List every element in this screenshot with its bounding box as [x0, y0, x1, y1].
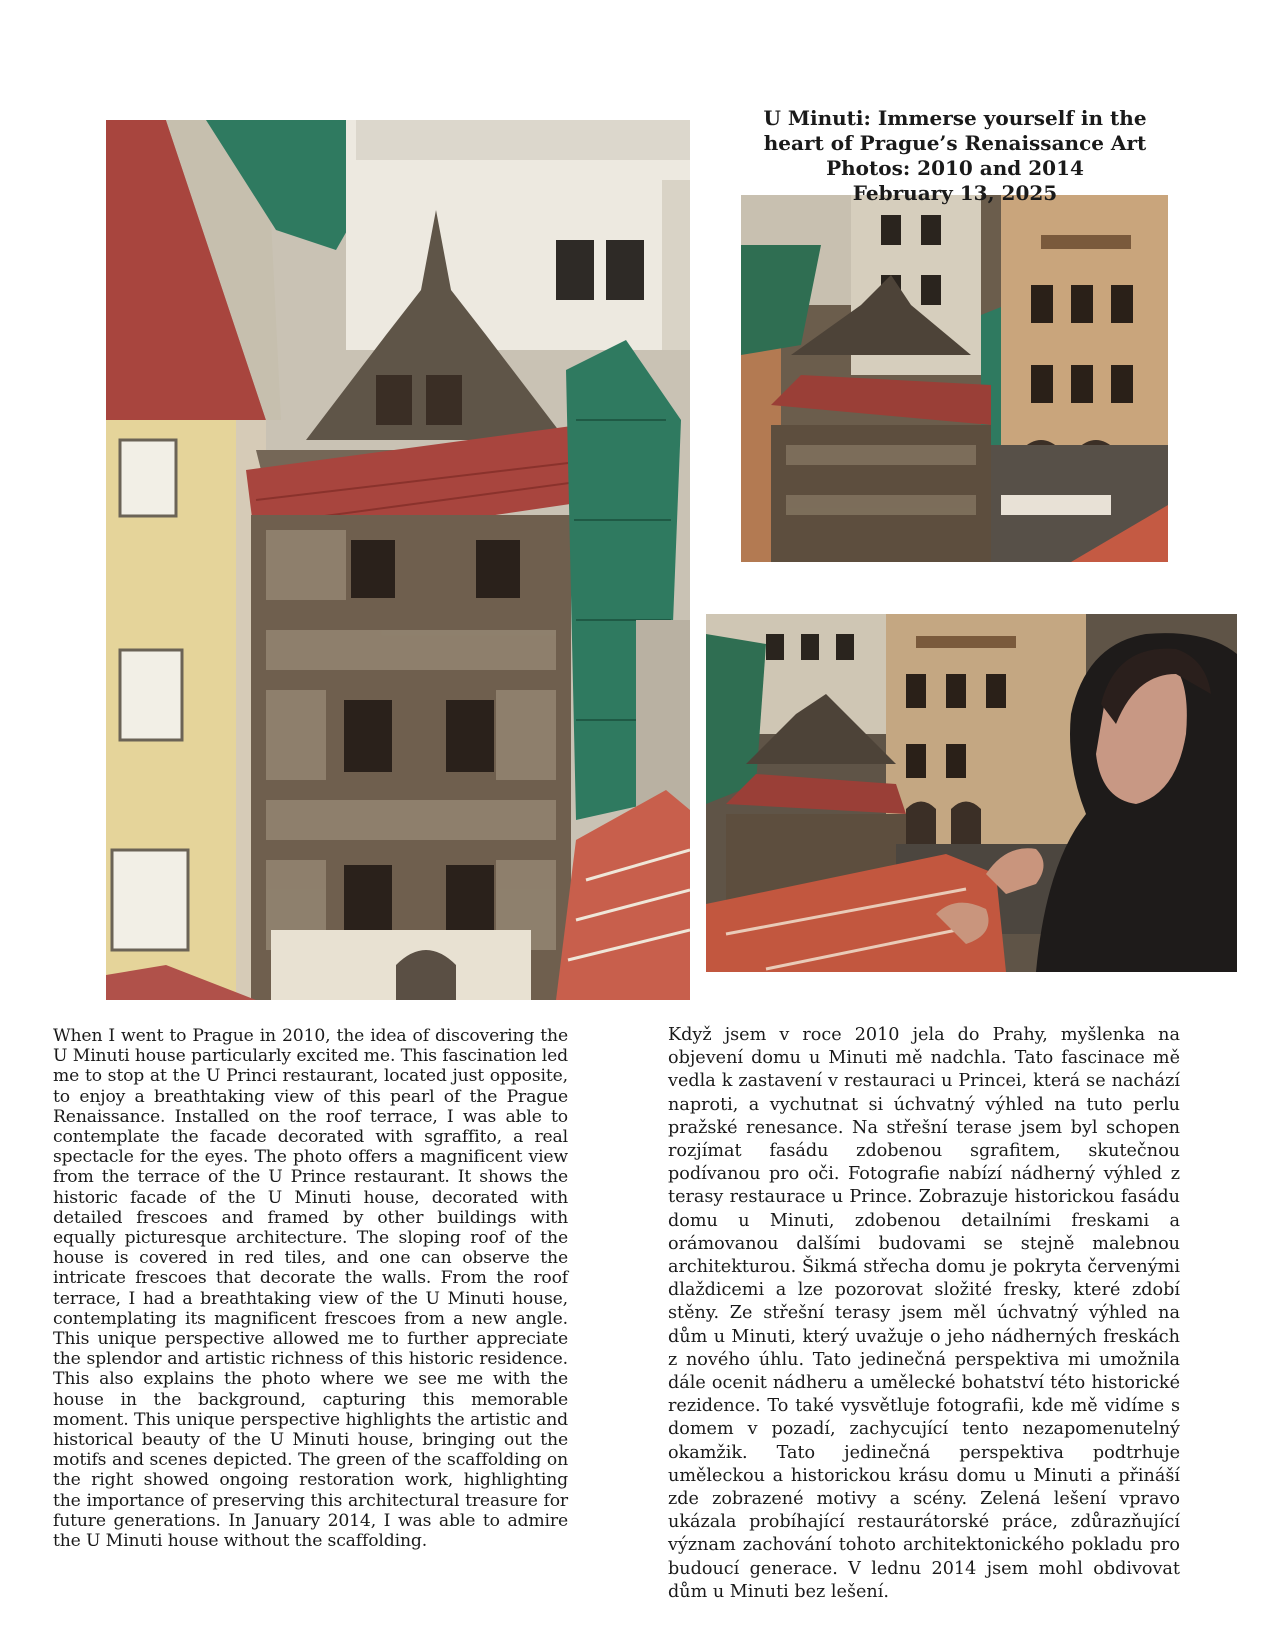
title-line-1: U Minuti: Immerse yourself in the: [763, 106, 1147, 130]
czech-paragraph: Když jsem v roce 2010 jela do Prahy, myšlenka na objevení domu u Minuti mě nadchla. Tato fascinace mě vedla k zastavení v restauraci u Princei, která se nachází naproti, a vychutnat si úchvatný výhled na tuto perlu pražské renesance. Na střešní terase jsem byl schopen rozjímat fasádu zdobenou sgrafitem, skutečnou podívanou pro oči. Fotografie nabízí nádherný výhled z terasy restaurace u Prince. Zobrazuje historickou fasádu domu u Minuti, zdobenou detailními freskami a orámovanou dalšími budovami se stejně malebnou architekturou. Šikmá střecha domu je pokryta červenými dlaždicemi a lze pozorovat složité fresky, které zdobí stěny. Ze střešní terasy jsem měl úchvatný výhled na dům u Minuti, který uvažuje o jeho nádherných freskách z nového úhlu. Tato jedinečná perspektiva mi umožnila dále ocenit nádheru a umělecké bohatství této historické rezidence. To také vysvětluje fotografii, kde mě vidíme s domem v pozadí, zachycující tento nezapomenutelný okamžik. Tato jedinečná perspektiva podtrhuje uměleckou a historickou krásu domu u Minuti a přináší zde zobrazené motivy a scény. Zelená lešení vpravo ukázala probíhající restaurátorské práce, zdůrazňující význam zachování tohoto architektonického pokladu pro budoucí generace. V lednu 2014 jsem mohl obdivovat dům u Minuti bez lešení.: [668, 1025, 1180, 1602]
date-line: February 13, 2025: [852, 181, 1058, 205]
czech-text-column: [668, 1024, 1180, 1604]
title-line-2: heart of Prague’s Renaissance Art: [763, 131, 1147, 155]
bottom-right-photo: [706, 614, 1237, 972]
top-right-photo: [741, 195, 1168, 562]
main-photo: [106, 120, 690, 1000]
photos-line: Photos: 2010 and 2014: [826, 156, 1084, 180]
english-text-column: [53, 1026, 568, 1551]
title-block: [720, 106, 1190, 206]
english-paragraph: When I went to Prague in 2010, the idea of discovering the U Minuti house particularly excited me. This fascination led me to stop at the U Princi restaurant, located just opposite, to enjoy a breathtaking view of this pearl of the Prague Renaissance. Installed on the roof terrace, I was able to contemplate the facade decorated with sgraffito, a real spectacle for the eyes. The photo offers a magnificent view from the terrace of the U Prince restaurant. It shows the historic facade of the U Minuti house, decorated with detailed frescoes and framed by other buildings with equally picturesque architecture. The sloping roof of the house is covered in red tiles, and one can observe the intricate frescoes that decorate the walls. From the roof terrace, I had a breathtaking view of the U Minuti house, contemplating its magnificent frescoes from a new angle. This unique perspective allowed me to further appreciate the splendor and artistic richness of this historic residence. This also explains the photo where we see me with the house in the background, capturing this memorable moment. This unique perspective highlights the artistic and historical beauty of the U Minuti house, bringing out the motifs and scenes depicted. The green of the scaffolding on the right showed ongoing restoration work, highlighting the importance of preserving this architectural treasure for future generations. In January 2014, I was able to admire the U Minuti house without the scaffolding.: [53, 1026, 568, 1552]
